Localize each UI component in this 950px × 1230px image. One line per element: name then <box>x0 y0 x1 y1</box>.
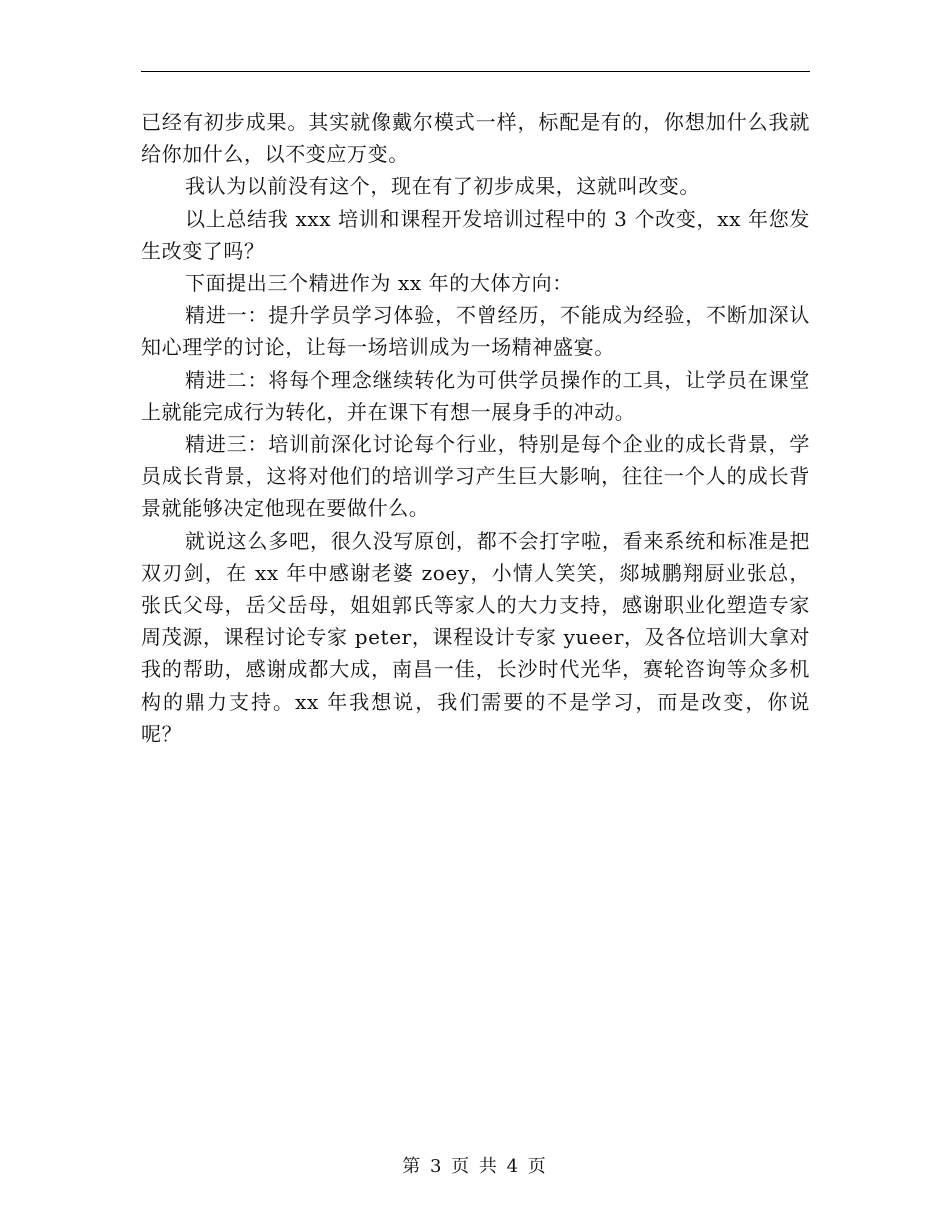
paragraph-1: 已经有初步成果。其实就像戴尔模式一样，标配是有的，你想加什么我就给你加什么，以不变应万变。 <box>141 110 810 167</box>
page-number-footer: 第 3 页 共 4 页 <box>402 1156 548 1177</box>
paragraph-3: 以上总结我 xxx 培训和课程开发培训过程中的 3 个改变，xx 年您发生改变了吗？ <box>141 206 810 263</box>
document-body <box>141 106 810 750</box>
paragraph-5: 精进一：提升学员学习体验，不曾经历，不能成为经验，不断加深认知心理学的讨论，让每一场培训成为一场精神盛宴。 <box>141 303 810 360</box>
paragraph-8: 就说这么多吧，很久没写原创，都不会打字啦，看来系统和标准是把双刃剑，在 xx 年中感谢老婆 zoey，小情人笑笑，郯城鹏翔厨业张总，张氏父母，岳父岳母，姐姐郭氏等家人的大力支持，感谢职业化塑造专家周茂源，课程讨论专家 peter，课程设计专家 yueer，及各位培训大拿对我的帮助，感谢成都大成，南昌一佳，长沙时代光华，赛轮咨询等众多机构的鼎力支持。xx 年我想说，我们需要的不是学习，而是改变，你说呢？ <box>141 528 810 746</box>
header-rule <box>141 71 810 72</box>
paragraph-4: 下面提出三个精进作为 xx 年的大体方向： <box>185 271 573 296</box>
paragraph-6: 精进二：将每个理念继续转化为可供学员操作的工具，让学员在课堂上就能完成行为转化，并在课下有想一展身手的冲动。 <box>141 367 810 424</box>
paragraph-7: 精进三：培训前深化讨论每个行业，特别是每个企业的成长背景，学员成长背景，这将对他们的培训学习产生巨大影响，往往一个人的成长背景就能够决定他现在要做什么。 <box>141 432 810 521</box>
paragraph-2: 我认为以前没有这个，现在有了初步成果，这就叫改变。 <box>185 174 700 199</box>
